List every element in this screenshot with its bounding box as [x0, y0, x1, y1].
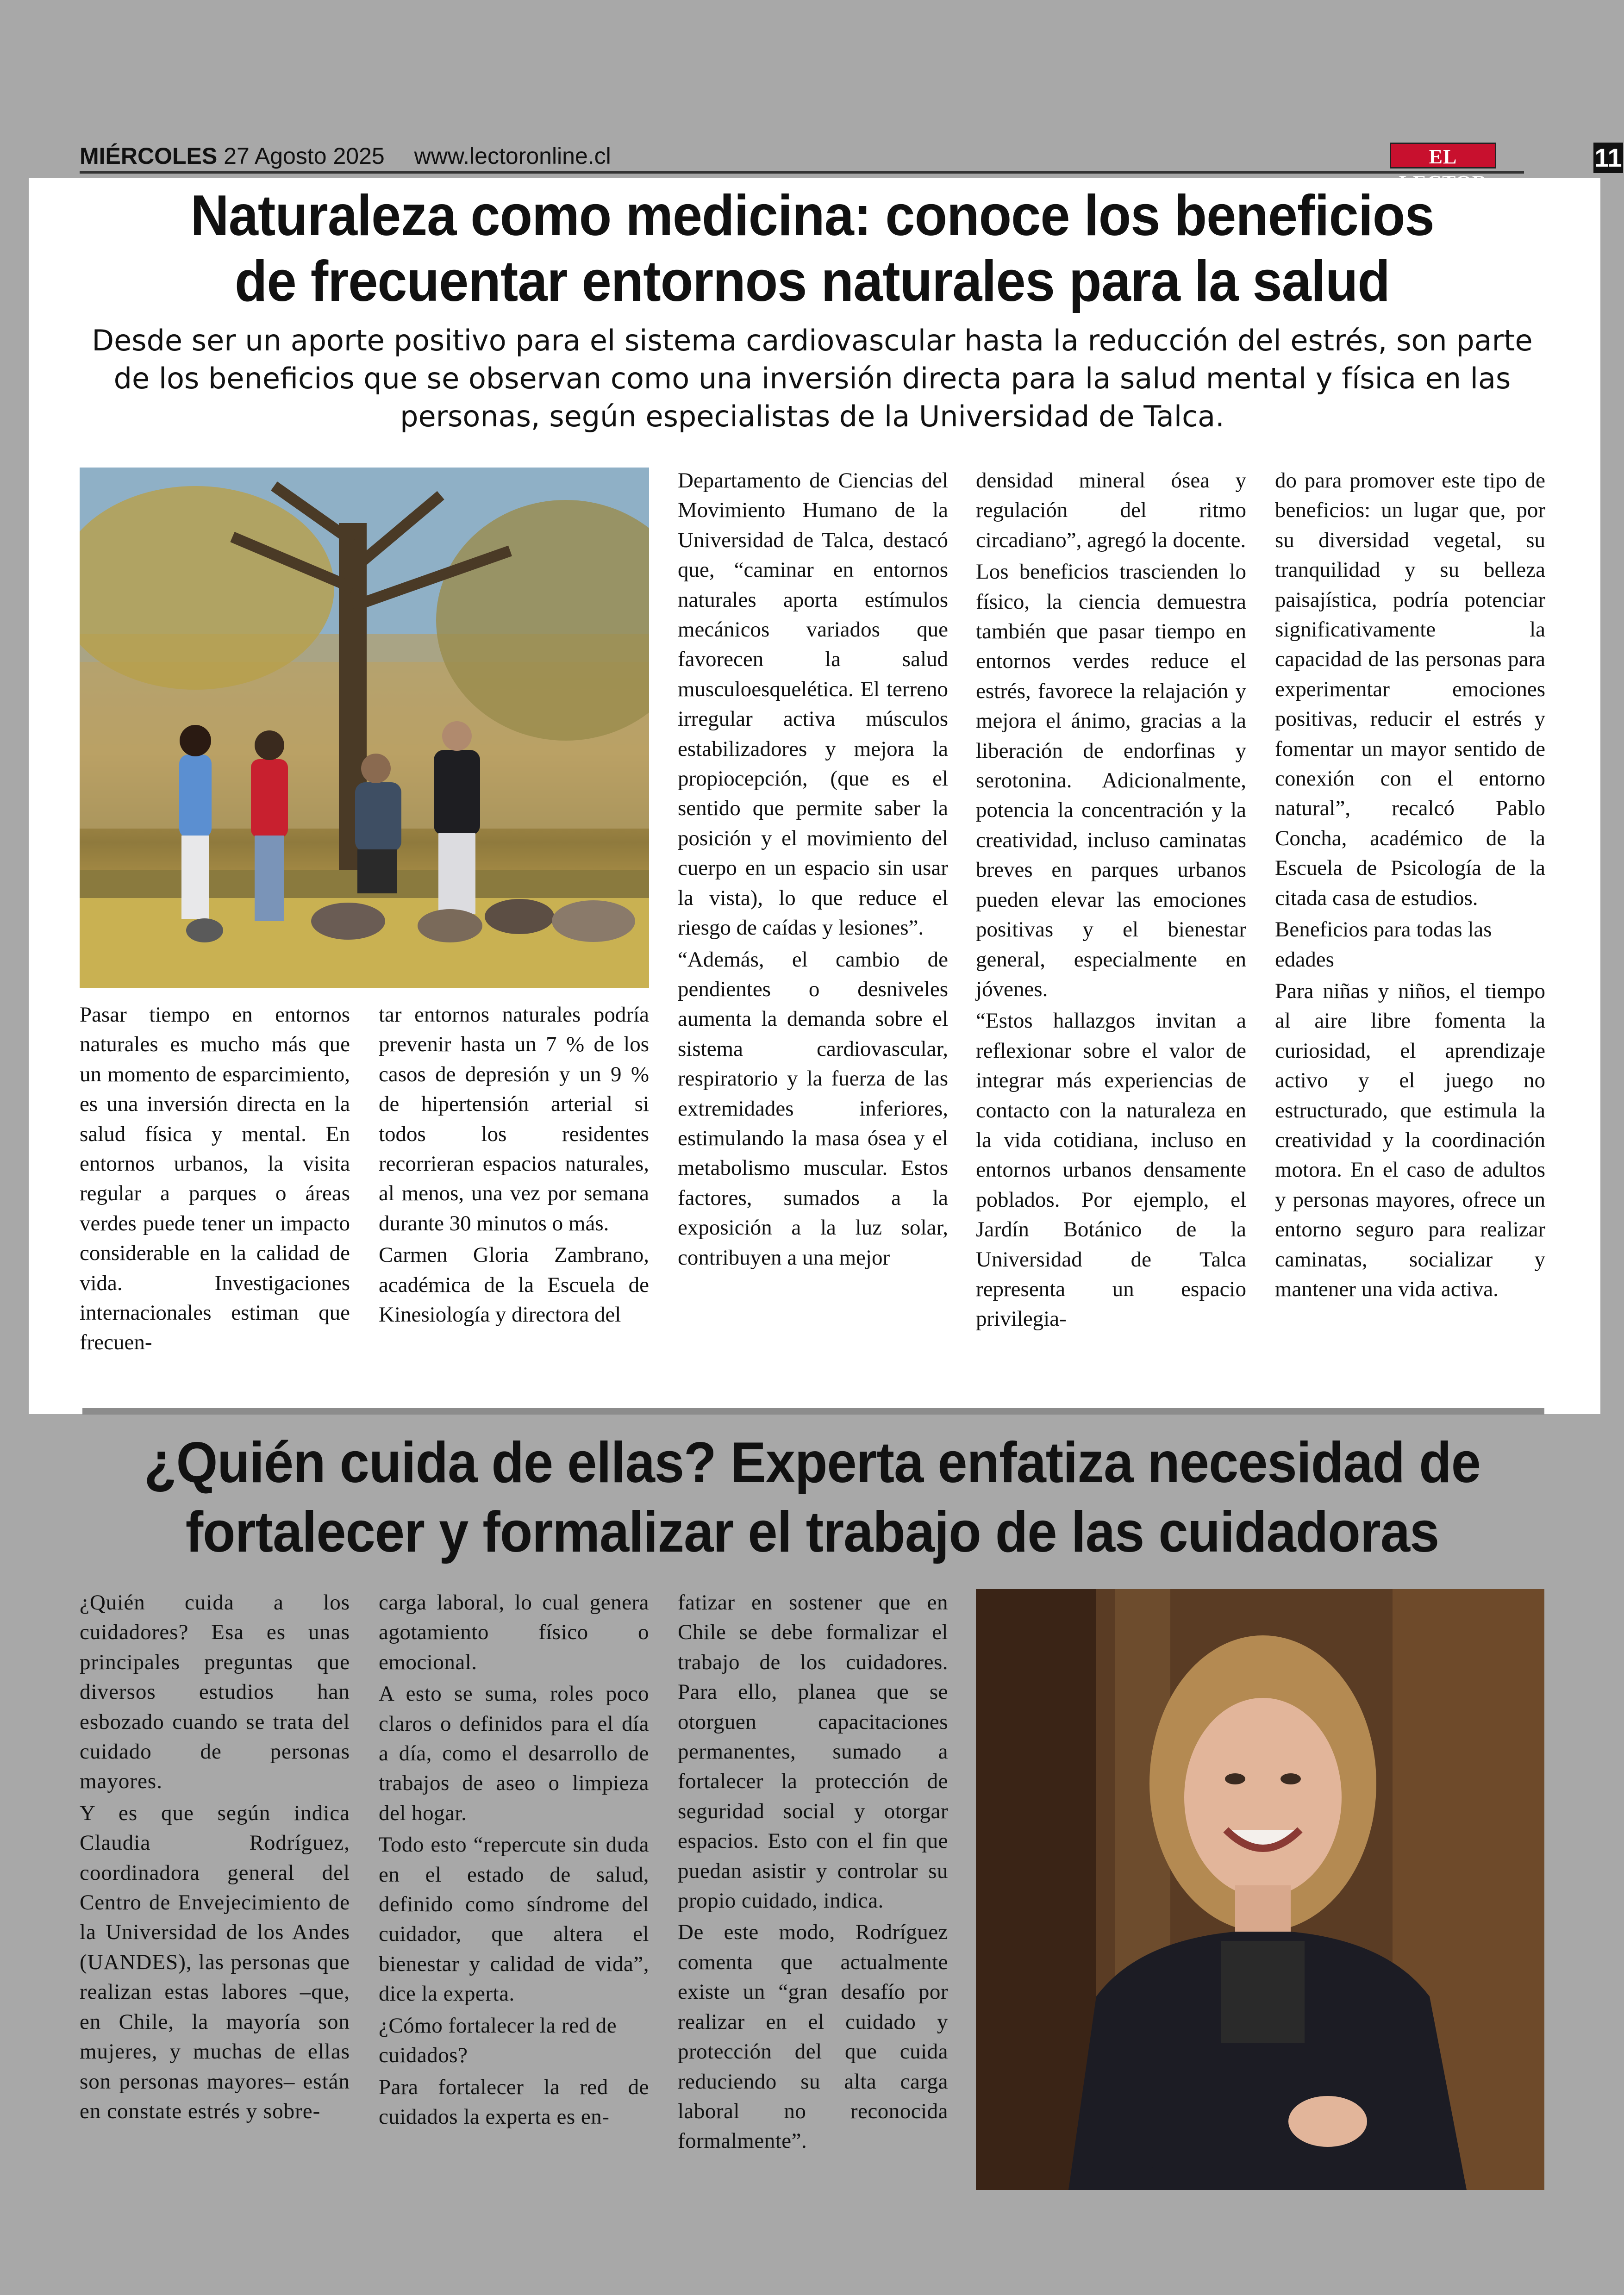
park-scene-image	[80, 468, 649, 988]
article1-paragraph: tar entornos naturales podría prevenir hasta un 7 % de los casos de depresión y un 9 % de hipertensión arterial si todos los residentes recorrieran espacios naturales, al menos, una vez por semana durante 30 minutos o más.	[379, 1003, 649, 1235]
article1-subheading: Beneficios para todas las edades	[1275, 917, 1492, 972]
article1-column-5	[1275, 466, 1545, 1306]
header-date: 27 Agosto 2025	[224, 143, 385, 169]
article1-paragraph: do para promover este tipo de beneficios: un lugar que, por su diversidad vegetal, su tranquilidad y su belleza paisajística, podría potenciar significativamente la capacidad de las personas para experimentar emociones positivas, reducir el estrés y fomentar un mayor sentido de conexión con el entorno natural”, recalcó Pablo Concha, académico de la Escuela de Psicología de la citada casa de estudios.	[1275, 468, 1545, 910]
article1-paragraph: densidad mineral ósea y regulación del ritmo circadiano”, agregó la docente.	[976, 468, 1246, 552]
newspaper-logo: EL	[1390, 143, 1496, 168]
article2-paragraph: Y es que según indica Claudia Rodríguez, coordinadora general del Centro de Envejecimiento de la Universidad de los Andes (UANDES), las personas que realizan estas labores –que, en Chile, la mayoría son mujeres, y muchas de ellas son personas mayores– están en constate estrés y sobre-	[80, 1801, 350, 2123]
article2-title-line2: fortalecer y formalizar el trabajo de las cuidadoras	[185, 1500, 1439, 1564]
article1-column-4	[976, 466, 1246, 1336]
article2-column-1	[80, 1588, 350, 2128]
article2-paragraph: De este modo, Rodríguez comenta que actualmente existe un “gran desafío por realizar en el cuidado y protección del que cuida reduciendo su alta carga laboral no reconocida formalmente”.	[678, 1920, 948, 2153]
page-number: 11	[1593, 143, 1623, 173]
portrait-image	[976, 1589, 1544, 2190]
article1-title-line2: de frecuentar entornos naturales para la salud	[234, 249, 1390, 313]
article2-paragraph: ¿Quién cuida a los cuidadores? Esa es unas principales preguntas que diversos estudios han esbozado cuando se trata del cuidado de personas mayores.	[80, 1590, 350, 1794]
article1-title	[131, 183, 1493, 314]
article2-subheading: ¿Cómo fortalecer la red de cuidados?	[379, 2013, 617, 2068]
article1-photo-park	[80, 468, 649, 988]
article1-paragraph: “Estos hallazgos invitan a reflexionar sobre el valor de integrar más experiencias de contacto con la naturaleza en la vida cotidiana, incluso en entornos urbanos densamente poblados. Por ejemplo, el Jardín Botánico de la Universidad de Talca representa un espacio privilegia-	[976, 1009, 1246, 1331]
article2-paragraph: carga laboral, lo cual genera agotamiento físico o emocional.	[379, 1590, 649, 1674]
article2-photo-portrait	[976, 1589, 1544, 2190]
article1-paragraph: Carmen Gloria Zambrano, académica de la Escuela de Kinesiología y directora del	[379, 1243, 649, 1327]
article2-column-2	[379, 1588, 649, 2133]
page-header	[80, 139, 1622, 176]
article2-title-line1: ¿Quién cuida de ellas? Experta enfatiza necesidad de	[144, 1431, 1480, 1495]
article1-paragraph: Departamento de Ciencias del Movimiento Humano de la Universidad de Talca, destacó que, “caminar en entornos naturales aporta estímulos mecánicos variados que favorecen la salud musculoesquelética. El terreno irregular activa músculos estabilizadores y mejora la propiocepción, (que es el sentido que permite saber la posición y el movimiento del cuerpo en un espacio sin usar la vista), lo que reduce el riesgo de caídas y lesiones”.	[678, 468, 948, 940]
article1-paragraph: “Además, el cambio de pendientes o desniveles aumenta la demanda sobre el sistema cardiovascular, respiratorio y la fuerza de las extremidades inferiores, estimulando la masa ósea y el metabolismo muscular. Estos factores, sumados a la exposición a la luz solar, contribuyen a una mejor	[678, 947, 948, 1270]
header-url: www.lectoronline.cl	[414, 143, 611, 169]
article1-subtitle: Desde ser un aporte positivo para el sistema cardiovascular hasta la reducción del estrés, son parte de los beneficios que se observan como una inversión directa para la salud mental y física en las personas, según especialistas de la Universidad de Talca.	[92, 324, 1533, 433]
article2-title	[131, 1428, 1493, 1567]
article2-column-3	[678, 1588, 948, 2158]
header-day: MIÉRCOLES	[80, 143, 218, 169]
article2-paragraph: A esto se suma, roles poco claros o definidos para el día a día, como el desarrollo de trabajos de aseo o limpieza del hogar.	[379, 1682, 649, 1825]
article2-paragraph: Todo esto “repercute sin duda en el estado de salud, definido como síndrome del cuidador, que altera el bienestar y calidad de vida”, dice la experta.	[379, 1833, 649, 2006]
article1-column-3	[678, 466, 948, 1274]
article1-title-line1: Naturaleza como medicina: conoce los beneficios	[190, 184, 1434, 248]
header-rule	[80, 171, 1524, 174]
section-separator	[82, 1408, 1544, 1415]
article1-column-2	[379, 1000, 649, 1331]
article2-paragraph: fatizar en sostener que en Chile se debe formalizar el trabajo de los cuidadores. Para ello, planea que se otorguen capacitaciones permanentes, sumado a fortalecer la protección de seguridad social y otorgar espacios. Esto con el fin que puedan asistir y controlar su propio cuidado, indica.	[678, 1590, 948, 1913]
article1-paragraph: Pasar tiempo en entornos naturales es mucho más que un momento de esparcimiento, es una inversión directa en la salud física y mental. En entornos urbanos, la visita regular a parques o áreas verdes puede tener un impacto considerable en la calidad de vida. Investigaciones internacionales estiman que frecuen-	[80, 1003, 350, 1355]
article1-column-1	[80, 1000, 350, 1360]
header-dateline	[80, 143, 611, 169]
article2-paragraph: Para fortalecer la red de cuidados la experta es en-	[379, 2075, 649, 2129]
article1-paragraph: Los beneficios trascienden lo físico, la ciencia demuestra también que pasar tiempo en entornos verdes reduce el estrés, favorece la relajación y mejora el ánimo, gracias a la liberación de endorfinas y serotonina. Adicionalmente, potencia la concentración y la creatividad, incluso caminatas breves en parques urbanos pueden elevar las emociones positivas y el bienestar general, especialmente en jóvenes.	[976, 560, 1246, 1001]
article1-paragraph: Para niñas y niños, el tiempo al aire libre fomenta la curiosidad, el aprendizaje activo y el juego no estructurado, que estimula la creatividad y la coordinación motora. En el caso de adultos y personas mayores, ofrece un entorno seguro para realizar caminatas, socializar y mantener una vida activa.	[1275, 979, 1545, 1301]
